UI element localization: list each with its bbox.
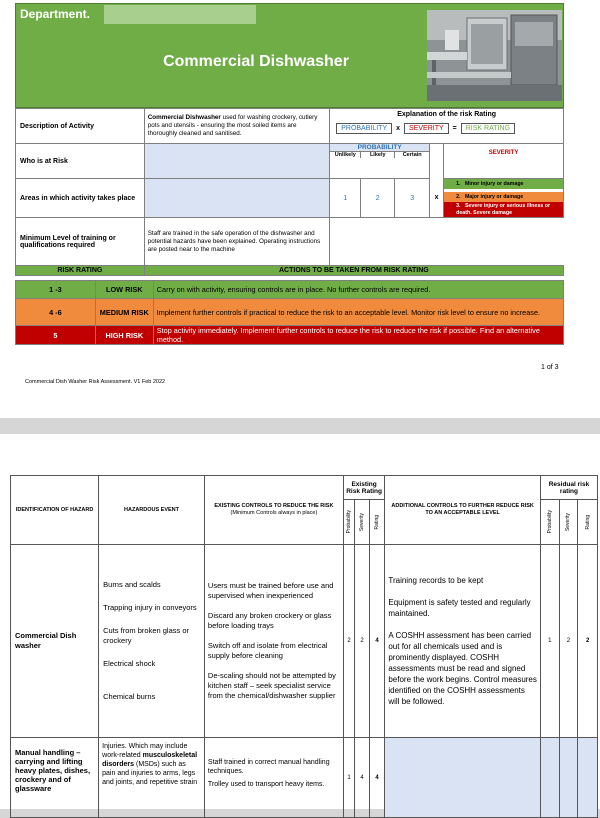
event-item: Chemical burns [103, 692, 156, 701]
severity-list [444, 179, 564, 218]
formula-equals: = [452, 125, 457, 132]
existing-severity: 4 [355, 738, 370, 818]
severity-item-3: 3. Severe injury or serious illness or death. Severe damage [444, 202, 563, 217]
spacer-cell [430, 144, 444, 179]
additional-item: A COSHH assessment has been carried out for all chemicals used and is prominently displayed. COSHH assessments must be read and signed before the work begins. Control measures identified on the COSHH assessments will be followed. [388, 631, 537, 706]
risk-row-high [16, 326, 564, 345]
training-spacer [330, 218, 564, 266]
existing-controls [204, 545, 343, 738]
col-controls: EXISTING CONTROLS TO REDUCE THE RISK (Minimum Controls always in place) [204, 476, 343, 545]
severity-header: SEVERITY [488, 150, 519, 156]
additional-item: Training records to be kept [388, 576, 484, 585]
prob-col-unlikely: Unlikely [330, 152, 361, 158]
hazard-name: Manual handling – carrying and lifting heavy plates, dishes, crockery and of glassware [11, 738, 99, 818]
hazard-event: Injuries. Which may include work-related musculoskeletal disorders (MSDs) such as pain and injuries to arms, legs and joints, and repetitive strain [99, 738, 205, 818]
activity-table [15, 108, 564, 276]
residual-severity [559, 738, 578, 818]
table-row [11, 738, 598, 818]
description-label: Description of Activity [16, 109, 145, 144]
event-item: Burns and scalds [103, 580, 161, 589]
prob-col-certain: Certain [402, 152, 422, 158]
control-item: Switch off and isolate from electrical supply before cleaning [207, 641, 328, 660]
actions-col-header: ACTIONS TO BE TAKEN FROM RISK RATING [144, 266, 563, 276]
department-label: Department. [20, 7, 91, 21]
col-residual-rating: Rating [578, 500, 598, 545]
risk-explanation-cell [330, 109, 564, 144]
existing-probability: 1 [343, 738, 354, 818]
risk-range: 1 -3 [16, 281, 96, 299]
control-item: De-scaling should not be attempted by kitchen staff – seek specialist service from the chemical/dishwasher supplier [207, 671, 336, 700]
severity-item-2: 2. Major injury or damage [444, 192, 563, 202]
risk-level: LOW RISK [95, 281, 153, 299]
hazard-table [10, 475, 598, 818]
formula-probability: PROBABILITY [336, 123, 392, 134]
risk-range: 4 -6 [16, 299, 96, 326]
training-label: Minimum Level of training or qualifications required [16, 218, 145, 266]
formula-risk-rating: RISK RATING [461, 123, 515, 134]
event-item: Electrical shock [103, 659, 156, 668]
prob-col-likely: Likely [361, 152, 395, 158]
formula-times: x [396, 125, 401, 132]
risk-rating-col-header: RISK RATING [16, 266, 145, 276]
existing-controls [204, 738, 343, 818]
prob-num-2: 2 [375, 194, 380, 202]
residual-rating: 2 [578, 545, 598, 738]
col-residual: Residual risk rating [540, 476, 597, 500]
prob-num-3: 3 [410, 194, 415, 202]
additional-item: Equipment is safety tested and regularly maintained. [388, 598, 531, 618]
formula-severity: SEVERITY [404, 123, 449, 134]
probability-header: PROBABILITY [330, 144, 429, 152]
severity-item-1: 1. Minor injury or damage [444, 179, 563, 189]
col-additional: ADDITIONAL CONTROLS TO FURTHER REDUCE RISK TO AN ACCEPTABLE LEVEL [385, 476, 541, 545]
control-item: Staff trained in correct manual handling techniques. [207, 759, 330, 775]
document-title: Commercial Dishwasher [163, 53, 349, 70]
col-existing-probability: Probability [343, 500, 354, 545]
control-item: Trolley used to transport heavy items. [207, 781, 325, 788]
areas-value [144, 179, 329, 218]
risk-level: MEDIUM RISK [95, 299, 153, 326]
multiply-sign: x [430, 179, 444, 218]
risk-rating-table [15, 280, 564, 345]
page-number: 1 of 3 [541, 364, 559, 371]
control-item: Discard any broken crockery or glass before loading trays [207, 611, 332, 630]
col-residual-probability: Probability [540, 500, 559, 545]
residual-severity: 2 [559, 545, 578, 738]
risk-row-medium [16, 299, 564, 326]
col-existing-severity: Severity [355, 500, 370, 545]
header-banner [15, 3, 564, 108]
prob-num-2-cell [361, 179, 395, 218]
residual-probability: 1 [540, 545, 559, 738]
residual-probability [540, 738, 559, 818]
prob-num-1: 1 [343, 194, 348, 202]
description-text: Commercial Dishwasher used for washing crockery, cutlery pots and utensils - ensuring the most soiled items are thoroughly cleaned and sanitised. [144, 109, 329, 144]
risk-action: Implement further controls if practical to reduce the risk to an acceptable level. Monitor risk level to ensure no increase. [153, 299, 563, 326]
risk-action: Stop activity immediately. Implement further controls to reduce the risk to reduce the risk if possible. Find an alternative method. [153, 326, 563, 345]
footer-doc-ref: Commercial Dish Washer Risk Assessment. V1 Feb 2022 [25, 379, 166, 385]
dishwasher-photo [427, 10, 562, 101]
col-existing: Existing Risk Rating [343, 476, 384, 500]
training-text: Staff are trained in the safe operation of the dishwasher and potential hazards have been explained. Operating instructions are posted near to the machine [144, 218, 329, 266]
probability-table [330, 144, 430, 179]
formula-row [336, 123, 563, 134]
areas-label: Areas in which activity takes place [16, 179, 145, 218]
event-item: Cuts from broken glass or crockery [103, 626, 190, 645]
risk-rating-header [16, 266, 564, 276]
document-page-2 [0, 434, 600, 809]
redacted-department-name [104, 5, 256, 24]
prob-num-1-cell [330, 179, 361, 218]
event-item: Trapping injury in conveyors [103, 603, 197, 612]
existing-rating: 4 [369, 545, 385, 738]
risk-range: 5 [16, 326, 96, 345]
additional-controls [385, 545, 541, 738]
existing-severity: 2 [355, 545, 370, 738]
residual-rating [578, 738, 598, 818]
who-at-risk-label: Who is at Risk [16, 144, 145, 179]
risk-level: HIGH RISK [95, 326, 153, 345]
col-existing-rating: Rating [369, 500, 385, 545]
who-at-risk-value [144, 144, 329, 179]
risk-row-low [16, 281, 564, 299]
additional-controls [385, 738, 541, 818]
prob-num-3-cell [395, 179, 430, 218]
control-item: Users must be trained before use and supervised when inexperienced [207, 581, 334, 600]
hazard-name: Commercial Dish washer [11, 545, 99, 738]
explanation-title: Explanation of the risk Rating [397, 111, 496, 118]
col-hazard: IDENTIFICATION OF HAZARD [11, 476, 99, 545]
col-residual-severity: Severity [559, 500, 578, 545]
risk-action: Carry on with activity, ensuring controls are in place. No further controls are required. [153, 281, 563, 299]
existing-rating: 4 [369, 738, 385, 818]
hazard-events [99, 545, 205, 738]
table-row [11, 545, 598, 738]
severity-header-cell [444, 144, 564, 179]
existing-probability: 2 [343, 545, 354, 738]
col-event: HAZARDOUS EVENT [99, 476, 205, 545]
probability-cols [330, 152, 429, 158]
